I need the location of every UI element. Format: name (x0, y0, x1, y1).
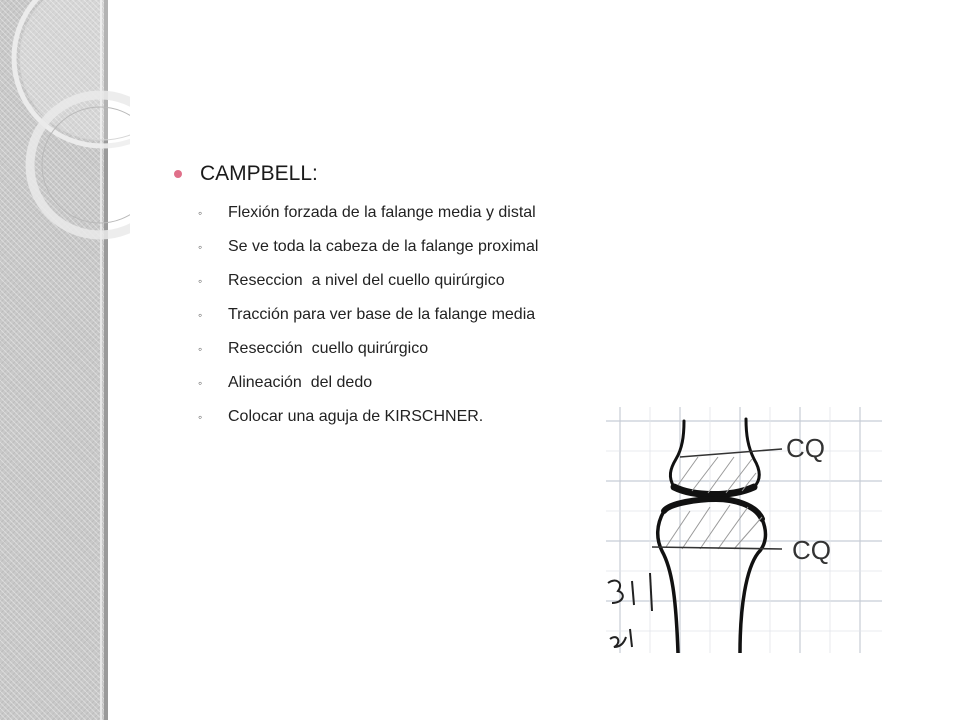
sub-bullet-list (170, 196, 538, 434)
ring-bullet-icon: ◦ (198, 240, 203, 254)
label-cq-bottom: CQ (792, 535, 831, 565)
grid-paper (606, 407, 882, 653)
list-item (170, 196, 538, 230)
decorative-rings (0, 0, 130, 260)
label-cq-top: CQ (786, 433, 825, 463)
list-item (170, 332, 538, 366)
bullet-text: Colocar una aguja de KIRSCHNER. (228, 408, 484, 425)
bullet-text: Tracción para ver base de la falange media (228, 306, 536, 323)
phalanx-sketch-figure (606, 407, 882, 653)
ring-bullet-icon: ◦ (198, 376, 203, 390)
list-item (170, 298, 538, 332)
cropped-handwriting (608, 573, 652, 647)
bullet-text: Resección cuello quirúrgico (228, 340, 429, 357)
bullet-dot-icon (174, 170, 182, 178)
ring-bullet-icon: ◦ (198, 274, 203, 288)
list-item (170, 400, 538, 434)
ring-bullet-icon: ◦ (198, 410, 203, 424)
list-item (170, 366, 538, 400)
ring-bullet-icon: ◦ (198, 308, 203, 322)
ring-bullet-icon: ◦ (198, 342, 203, 356)
bullet-text: Reseccion a nivel del cuello quirúrgico (228, 272, 505, 289)
slide-heading: CAMPBELL: (200, 162, 318, 185)
resection-hatching-top (678, 457, 756, 493)
list-item (170, 230, 538, 264)
slide-content (170, 160, 538, 434)
bullet-text: Alineación del dedo (228, 374, 373, 391)
list-item (170, 264, 538, 298)
main-bullet (170, 160, 538, 188)
bullet-text: Se ve toda la cabeza de la falange proximal (228, 238, 539, 255)
bullet-text: Flexión forzada de la falange media y distal (228, 204, 536, 221)
ring-bullet-icon: ◦ (198, 206, 203, 220)
